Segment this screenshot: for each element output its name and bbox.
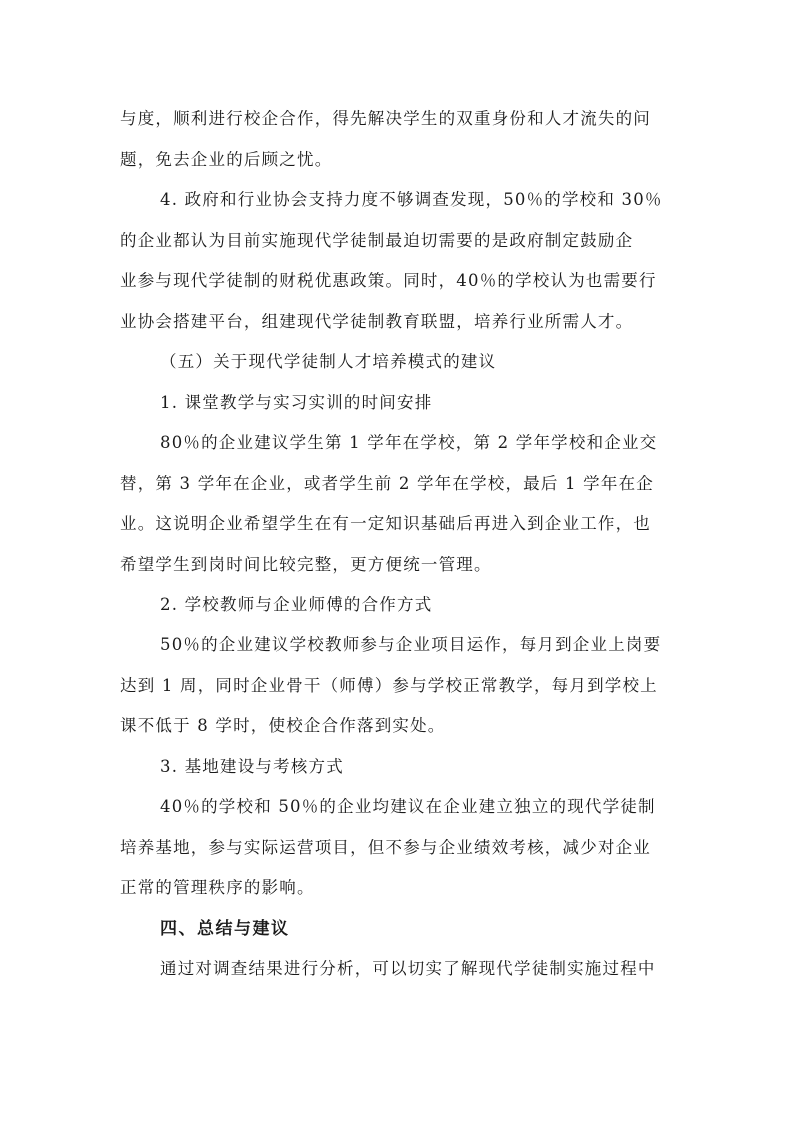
- text-line: 3. 基地建设与考核方式: [160, 757, 344, 776]
- text-line: 与度，顺利进行校企合作，得先解决学生的双重身份和人才流失的问: [120, 109, 651, 128]
- paragraph-continuation: [120, 99, 676, 180]
- text-line: 的企业都认为目前实施现代学徒制最迫切需要的是政府制定鼓励企: [120, 230, 634, 250]
- paragraph-summary: [120, 949, 676, 990]
- text-line: 通过对调查结果进行分析，可以切实了解现代学徒制实施过程中: [160, 959, 656, 978]
- text-line: 课不低于 8 学时，使校企合作落到实处。: [120, 716, 446, 735]
- paragraph-base-construction: [120, 787, 676, 909]
- text-line: 4. 政府和行业协会支持力度不够调查发现，50％的学校和 30％: [160, 190, 663, 209]
- text-line: 业协会搭建平台，组建现代学徒制教育联盟，培养行业所需人才。: [120, 311, 634, 331]
- section-heading-five: [120, 342, 676, 383]
- text-line: 80％的企业建议学生第 1 学年在学校，第 2 学年学校和企业交: [160, 433, 658, 452]
- text-line: 正常的管理秩序的影响。: [120, 878, 315, 897]
- subheading-schedule: [120, 383, 676, 424]
- text-line: 40％的学校和 50％的企业均建议在企业建立独立的现代学徒制: [160, 797, 656, 816]
- text-line: 1. 课堂教学与实习实训的时间安排: [160, 393, 433, 412]
- text-line: 培养基地，参与实际运营项目，但不参与企业绩效考核，减少对企业: [120, 837, 651, 857]
- text-line: 题，免去企业的后顾之忧。: [120, 149, 333, 169]
- paragraph-schedule: [120, 423, 676, 585]
- text-line: （五）关于现代学徒制人才培养模式的建议: [160, 352, 497, 371]
- subheading-cooperation: [120, 585, 676, 626]
- text-line: 替，第 3 学年在企业，或者学生前 2 学年在学校，最后 1 学年在企: [120, 473, 654, 493]
- subheading-base-construction: [120, 747, 676, 788]
- text-line: 四、总结与建议: [160, 919, 290, 939]
- text-line: 业参与现代学徒制的财税优惠政策。同时，40％的学校认为也需要行: [120, 271, 657, 290]
- paragraph-cooperation: [120, 625, 676, 747]
- paragraph-government-support: [120, 180, 676, 342]
- text-line: 希望学生到岗时间比较完整，更方便统一管理。: [120, 554, 492, 574]
- text-line: 达到 1 周，同时企业骨干（师傅）参与学校正常教学，每月到学校上: [120, 675, 658, 695]
- text-line: 2. 学校教师与企业师傅的合作方式: [160, 595, 433, 614]
- text-line: 50％的企业建议学校教师参与企业项目运作，每月到企业上岗要: [160, 635, 662, 654]
- text-line: 业。这说明企业希望学生在有一定知识基础后再进入到企业工作，也: [120, 514, 651, 533]
- section-heading-four: [120, 909, 676, 950]
